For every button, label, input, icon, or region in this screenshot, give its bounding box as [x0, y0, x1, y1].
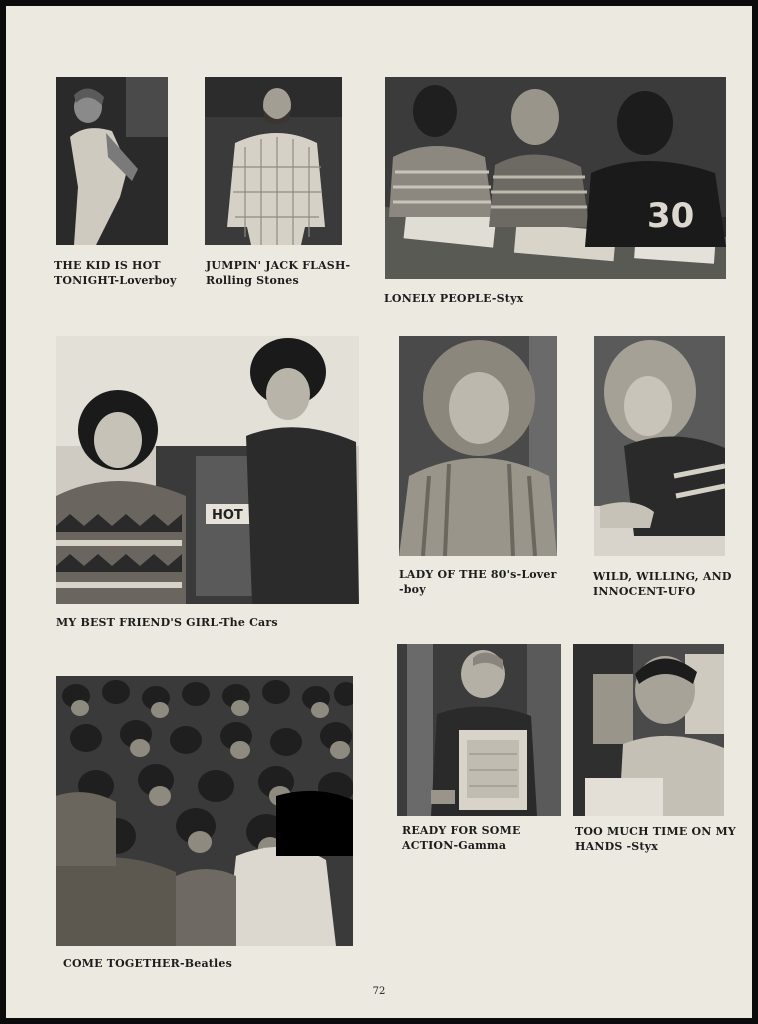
caption-too-much-time: TOO MUCH TIME ON MY HANDS -Styx — [575, 825, 736, 853]
sign-hot-text: HOT — [212, 508, 243, 523]
photo-lonely-people — [385, 77, 726, 279]
photo-too-much-time — [573, 644, 724, 816]
caption-jumpin-jack-flash: JUMPIN' JACK FLASH- Rolling Stones — [206, 259, 351, 287]
caption-lonely-people: LONELY PEOPLE-Styx — [384, 292, 524, 305]
caption-wild-willing-innocent: WILD, WILLING, AND INNOCENT-UFO — [593, 570, 732, 598]
photo-jumpin-jack-flash — [205, 77, 342, 245]
photo-kid-is-hot — [56, 77, 168, 245]
caption-best-friends-girl: MY BEST FRIEND'S GIRL-The Cars — [56, 616, 278, 629]
page-number: 72 — [372, 986, 386, 997]
caption-kid-is-hot: THE KID IS HOT TONIGHT-Loverboy — [54, 259, 177, 287]
photo-come-together — [56, 676, 353, 946]
photo-lady-of-the-80s — [399, 336, 557, 556]
caption-come-together: COME TOGETHER-Beatles — [63, 957, 233, 970]
svg-text:30: 30 — [647, 196, 695, 236]
yearbook-page — [6, 6, 752, 1018]
caption-ready-for-action: READY FOR SOME ACTION-Gamma — [402, 824, 521, 852]
photo-wild-willing-innocent — [594, 336, 725, 556]
photo-best-friends-girl — [56, 336, 359, 604]
photo-ready-for-action — [397, 644, 561, 816]
caption-lady-of-the-80s: LADY OF THE 80's-Lover -boy — [399, 568, 557, 596]
